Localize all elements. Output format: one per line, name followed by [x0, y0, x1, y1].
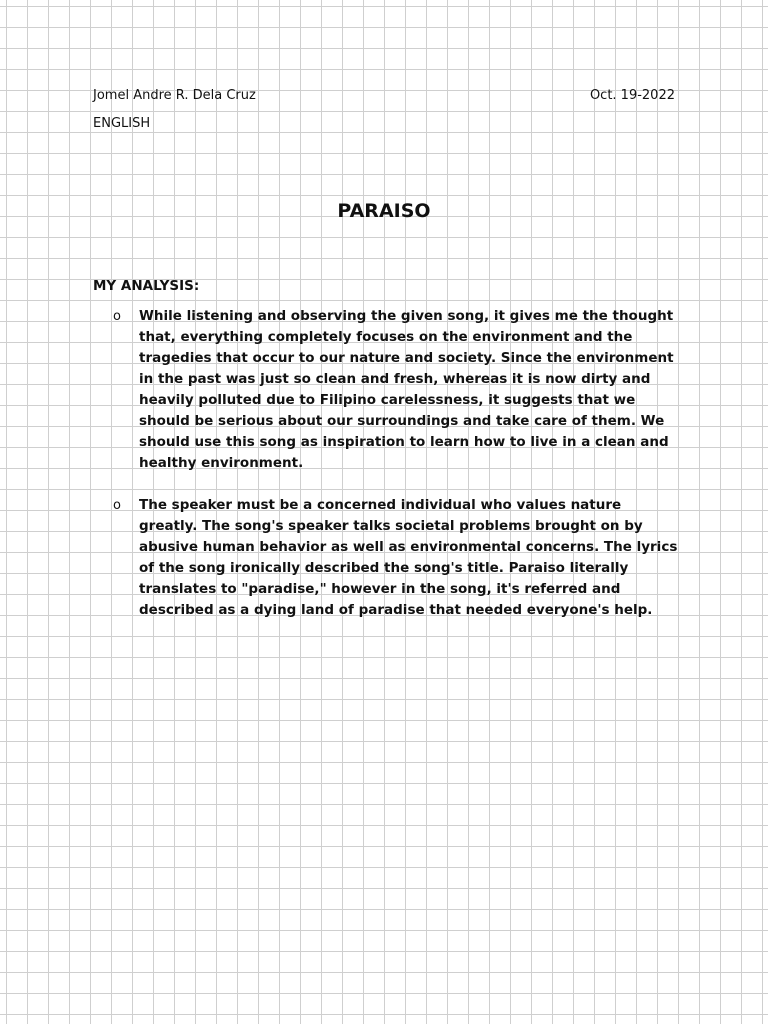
analysis-heading: MY ANALYSIS: [93, 278, 200, 294]
analysis-item [93, 306, 683, 474]
analysis-list [93, 306, 683, 642]
analysis-item-text: The speaker must be a concerned individual who values nature greatly. The song's speaker talks societal problems brought on by abusive human behavior as well as environmental concerns. The lyrics of the song ironically described the song's title. Paraiso literally translates to "paradise," however in the song, it's referred and described as a dying land of paradise that needed everyone's help. [139, 497, 678, 618]
document-date: Oct. 19-2022 [589, 88, 675, 103]
bullet-icon: o [113, 309, 121, 324]
bullet-icon: o [113, 498, 121, 513]
analysis-item [93, 495, 683, 621]
analysis-item-text: While listening and observing the given song, it gives me the thought that, everything completely focuses on the environment and the tragedies that occur to our nature and society. Since the environment in the past was just so clean and fresh, whereas it is now dirty and heavily polluted due to Filipino carelessness, it suggests that we should be serious about our surroundings and take care of them. We should use this song as inspiration to learn how to live in a clean and healthy environment. [139, 308, 674, 471]
document-title: PARAISO [337, 200, 431, 222]
subject-label: ENGLISH [93, 116, 151, 131]
author-name: Jomel Andre R. Dela Cruz [93, 88, 256, 103]
